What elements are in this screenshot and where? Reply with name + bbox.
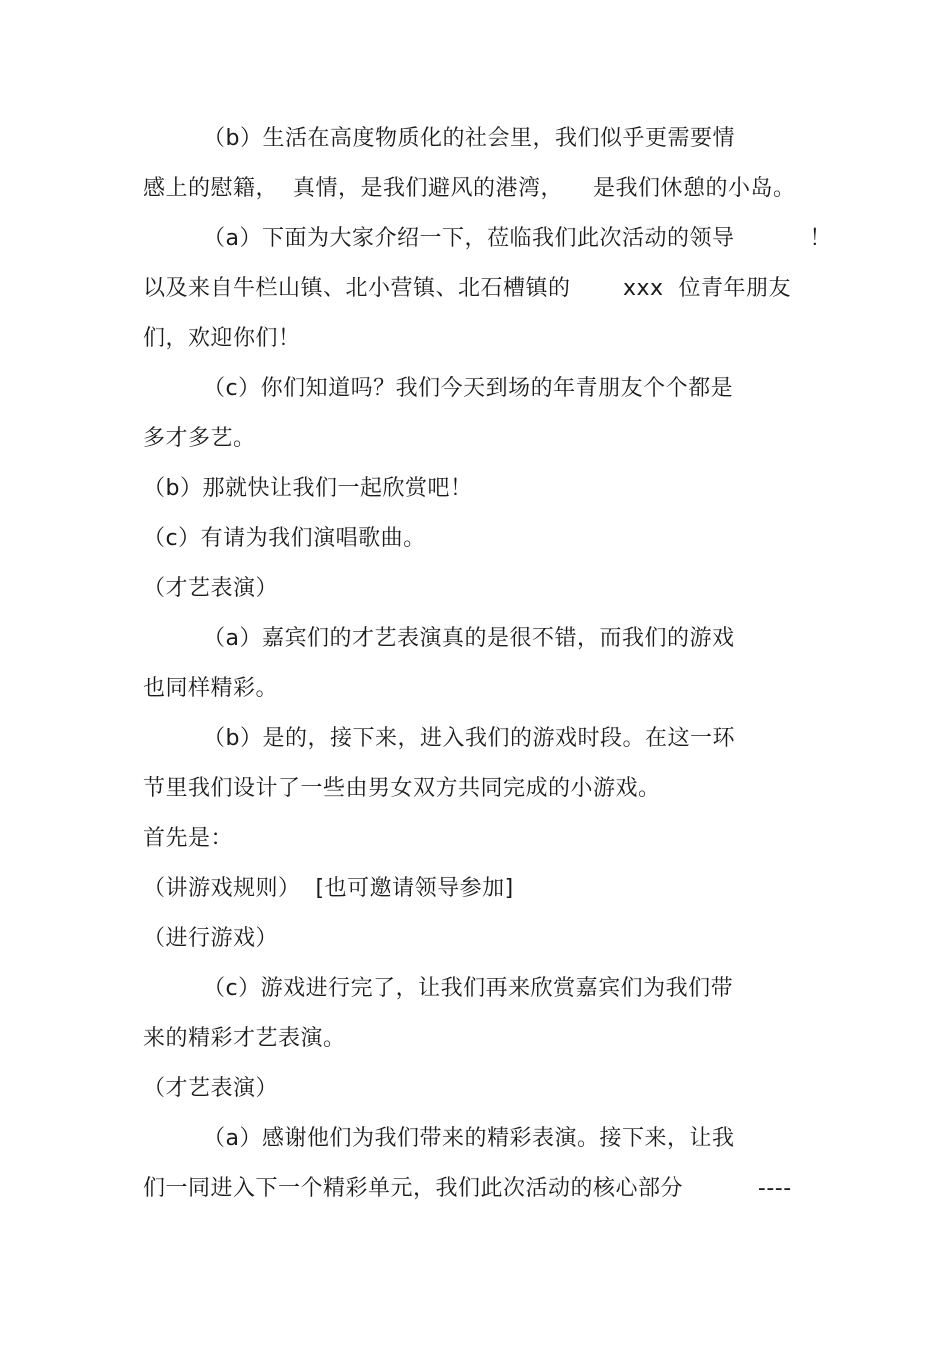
paragraph-line: （c）有请为我们演唱歌曲。 <box>143 526 426 551</box>
paragraph-line: （c）你们知道吗？我们今天到场的年青朋友个个都是 <box>203 376 734 401</box>
paragraph-line: 感上的慰籍， 真情，是我们避风的港湾， 是我们休憩的小岛。 <box>143 176 796 201</box>
paragraph-line: 以及来自牛栏山镇、北小营镇、北石槽镇的 xxx 位青年朋友 <box>143 276 791 301</box>
paragraph-line: 们一同进入下一个精彩单元，我们此次活动的核心部分 ---- <box>143 1176 792 1201</box>
paragraph-line: （a）感谢他们为我们带来的精彩表演。接下来，让我 <box>203 1126 735 1151</box>
paragraph-line: 也同样精彩。 <box>143 676 279 701</box>
paragraph-line: 们，欢迎你们！ <box>143 326 301 351</box>
paragraph-line: （b）是的，接下来，进入我们的游戏时段。在这一环 <box>203 726 735 751</box>
paragraph-line: （b）那就快让我们一起欣赏吧！ <box>143 476 473 501</box>
stage-direction: （进行游戏） <box>143 926 279 951</box>
paragraph-line: 节里我们设计了一些由男女双方共同完成的小游戏。 <box>143 776 661 801</box>
paragraph-line: （b）生活在高度物质化的社会里，我们似乎更需要情 <box>203 126 735 151</box>
paragraph-line: （a）下面为大家介绍一下，莅临我们此次活动的领导 ！ <box>203 226 832 251</box>
stage-direction: （讲游戏规则） [也可邀请领导参加] <box>143 876 514 901</box>
paragraph-line: （c）游戏进行完了，让我们再来欣赏嘉宾们为我们带 <box>203 976 734 1001</box>
paragraph-line: （a）嘉宾们的才艺表演真的是很不错，而我们的游戏 <box>203 626 735 651</box>
stage-direction: （才艺表演） <box>143 576 279 601</box>
paragraph-line: 多才多艺。 <box>143 426 256 451</box>
paragraph-line: 首先是： <box>143 826 234 851</box>
paragraph-line: 来的精彩才艺表演。 <box>143 1026 346 1051</box>
stage-direction: （才艺表演） <box>143 1076 279 1101</box>
